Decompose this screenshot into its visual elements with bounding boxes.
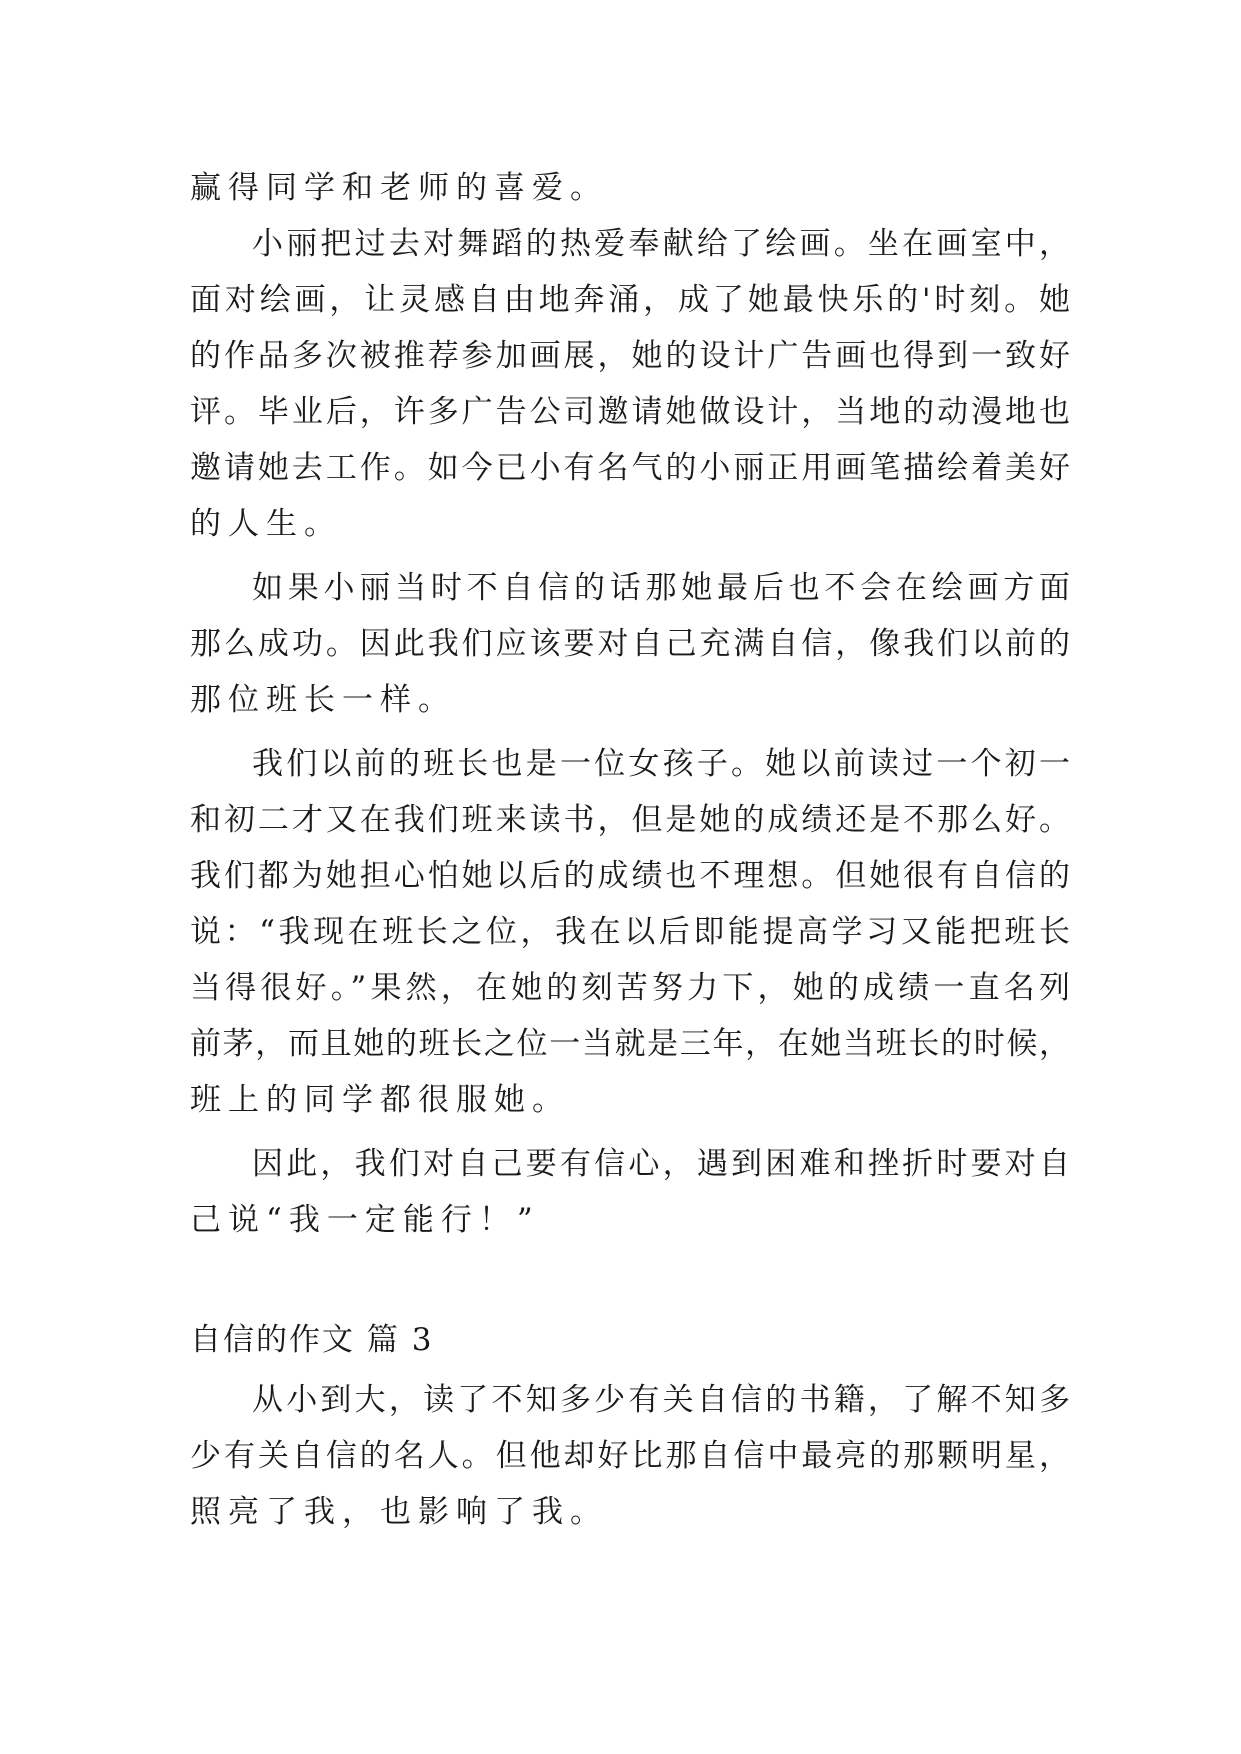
paragraph-line: 己说“我一定能行！” xyxy=(190,1202,540,1238)
paragraph-line: 我们都为她担心怕她以后的成绩也不理想。但她很有自信的 xyxy=(190,858,1070,894)
paragraph-line: 如果小丽当时不自信的话那她最后也不会在绘画方面 xyxy=(252,570,1070,606)
paragraph-line: 的人生。 xyxy=(190,506,342,542)
paragraph-line: 照亮了我，也影响了我。 xyxy=(190,1494,608,1530)
paragraph-line: 当得很好。”果然，在她的刻苦努力下，她的成绩一直名列 xyxy=(190,970,1070,1006)
paragraph-line: 从小到大，读了不知多少有关自信的书籍，了解不知多 xyxy=(252,1382,1070,1418)
paragraph-line: 那位班长一样。 xyxy=(190,682,456,718)
paragraph-line: 那么成功。因此我们应该要对自己充满自信，像我们以前的 xyxy=(190,626,1070,662)
paragraph-line: 少有关自信的名人。但他却好比那自信中最亮的那颗明星， xyxy=(190,1438,1070,1474)
paragraph-line: 小丽把过去对舞蹈的热爱奉献给了绘画。坐在画室中， xyxy=(252,226,1070,262)
paragraph-line: 和初二才又在我们班来读书，但是她的成绩还是不那么好。 xyxy=(190,802,1070,838)
paragraph-line: 说：“我现在班长之位，我在以后即能提高学习又能把班长 xyxy=(190,914,1070,950)
paragraph-line: 评。毕业后，许多广告公司邀请她做设计，当地的动漫地也 xyxy=(190,394,1070,430)
section-heading: 自信的作文 篇 3 xyxy=(190,1322,434,1358)
paragraph-line: 赢得同学和老师的喜爱。 xyxy=(190,170,608,206)
paragraph-line: 前茅，而且她的班长之位一当就是三年，在她当班长的时候， xyxy=(190,1026,1070,1062)
paragraph-line: 邀请她去工作。如今已小有名气的小丽正用画笔描绘着美好 xyxy=(190,450,1070,486)
paragraph-line: 因此，我们对自己要有信心，遇到困难和挫折时要对自 xyxy=(252,1146,1070,1182)
paragraph-line: 我们以前的班长也是一位女孩子。她以前读过一个初一 xyxy=(252,746,1070,782)
paragraph-line: 的作品多次被推荐参加画展，她的设计广告画也得到一致好 xyxy=(190,338,1070,374)
paragraph-line: 班上的同学都很服她。 xyxy=(190,1082,570,1118)
paragraph-line: 面对绘画，让灵感自由地奔涌，成了她最快乐的'时刻。她 xyxy=(190,282,1070,318)
